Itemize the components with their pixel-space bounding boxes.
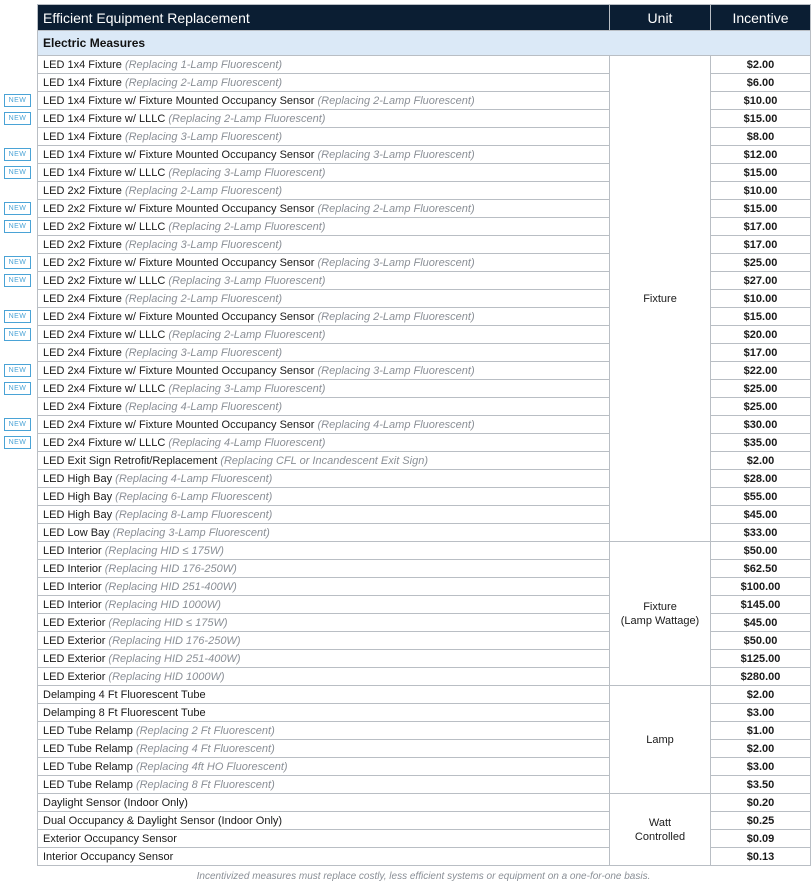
measure-name: LED 2x4 Fixture w/ Fixture Mounted Occupancy Sensor: [43, 364, 315, 377]
incentive-cell: $10.00: [711, 92, 811, 110]
measure-cell: [38, 722, 610, 740]
measure-cell: [38, 290, 610, 308]
measure-name: Delamping 4 Ft Fluorescent Tube: [43, 688, 206, 701]
measure-cell: [38, 578, 610, 596]
measure-note: (Replacing 3-Lamp Fluorescent): [168, 274, 326, 287]
incentive-cell: $2.00: [711, 56, 811, 74]
measure-name: LED 1x4 Fixture w/ LLLC: [43, 112, 166, 125]
incentive-cell: $45.00: [711, 614, 811, 632]
incentive-cell: $0.13: [711, 848, 811, 866]
measure-cell: [38, 272, 610, 290]
incentive-cell: $3.00: [711, 704, 811, 722]
measure-name: Daylight Sensor (Indoor Only): [43, 796, 188, 809]
incentive-cell: $27.00: [711, 272, 811, 290]
measure-cell: [38, 254, 610, 272]
new-badge: NEW: [4, 94, 31, 107]
measure-note: (Replacing CFL or Incandescent Exit Sign): [220, 454, 428, 467]
measure-name: LED 2x2 Fixture: [43, 184, 122, 197]
incentive-cell: $15.00: [711, 308, 811, 326]
new-badge: NEW: [4, 310, 31, 323]
incentive-cell: $15.00: [711, 200, 811, 218]
measure-note: (Replacing HID 176-250W): [104, 562, 237, 575]
measure-name: LED Exterior: [43, 670, 106, 683]
unit-label: (Lamp Wattage): [620, 614, 700, 627]
measure-cell: [38, 614, 610, 632]
incentive-cell: $62.50: [711, 560, 811, 578]
measure-note: (Replacing 3-Lamp Fluorescent): [124, 130, 283, 143]
measure-note: (Replacing 2-Lamp Fluorescent): [124, 292, 283, 305]
measure-name: LED Interior: [43, 580, 102, 593]
measure-name: LED 2x4 Fixture: [43, 346, 122, 359]
measure-note: (Replacing 3-Lamp Fluorescent): [168, 382, 326, 395]
measure-note: (Replacing 1-Lamp Fluorescent): [124, 58, 283, 71]
measure-cell: [38, 830, 610, 848]
unit-label: Controlled: [634, 830, 686, 843]
measure-name: LED Low Bay: [43, 526, 110, 539]
header-incentive: Incentive: [711, 5, 811, 31]
measure-note: (Replacing 4 Ft Fluorescent): [135, 742, 275, 755]
incentive-cell: $125.00: [711, 650, 811, 668]
new-badge: NEW: [4, 166, 31, 179]
measure-cell: [38, 308, 610, 326]
measure-note: (Replacing 3-Lamp Fluorescent): [317, 148, 475, 161]
measure-note: (Replacing 4-Lamp Fluorescent): [124, 400, 283, 413]
measure-cell: [38, 470, 610, 488]
measure-name: LED High Bay: [43, 508, 113, 521]
measure-name: LED Exterior: [43, 616, 106, 629]
measure-name: Dual Occupancy & Daylight Sensor (Indoor Only): [43, 814, 283, 827]
incentive-cell: $2.00: [711, 686, 811, 704]
new-badge: NEW: [4, 418, 31, 431]
incentive-cell: $17.00: [711, 236, 811, 254]
measure-cell: [38, 704, 610, 722]
measure-cell: [38, 146, 610, 164]
measure-name: LED 2x2 Fixture: [43, 238, 122, 251]
measure-name: LED Exit Sign Retrofit/Replacement: [43, 454, 218, 467]
measure-name: LED Tube Relamp: [43, 724, 133, 737]
measure-note: (Replacing 8 Ft Fluorescent): [135, 778, 275, 791]
unit-label: Watt: [648, 816, 672, 829]
section-row: [38, 31, 811, 56]
unit-cell: [610, 542, 711, 686]
new-badge: NEW: [4, 256, 31, 269]
measure-name: Exterior Occupancy Sensor: [43, 832, 177, 845]
measure-cell: [38, 488, 610, 506]
measure-cell: [38, 344, 610, 362]
measure-note: (Replacing 2-Lamp Fluorescent): [168, 112, 326, 125]
incentive-cell: $22.00: [711, 362, 811, 380]
measure-cell: [38, 164, 610, 182]
measure-note: (Replacing HID 1000W): [104, 598, 221, 611]
incentive-cell: $45.00: [711, 506, 811, 524]
measure-cell: [38, 92, 610, 110]
measure-cell: [38, 668, 610, 686]
measure-note: (Replacing 2-Lamp Fluorescent): [317, 310, 475, 323]
measure-name: LED High Bay: [43, 472, 113, 485]
incentive-cell: $25.00: [711, 254, 811, 272]
measure-cell: [38, 56, 610, 74]
measure-name: LED 2x4 Fixture w/ LLLC: [43, 328, 166, 341]
new-badge: NEW: [4, 382, 31, 395]
measure-note: (Replacing HID 251-400W): [104, 580, 237, 593]
incentive-cell: $10.00: [711, 290, 811, 308]
measure-cell: [38, 560, 610, 578]
incentive-cell: $50.00: [711, 542, 811, 560]
incentive-cell: $28.00: [711, 470, 811, 488]
incentive-cell: $0.25: [711, 812, 811, 830]
unit-label: Lamp: [646, 733, 674, 746]
measure-cell: [38, 416, 610, 434]
measure-name: LED Interior: [43, 544, 102, 557]
measure-note: (Replacing HID ≤ 175W): [108, 616, 228, 629]
measure-note: (Replacing 3-Lamp Fluorescent): [112, 526, 270, 539]
measure-name: LED Exterior: [43, 652, 106, 665]
incentive-cell: $6.00: [711, 74, 811, 92]
measure-note: (Replacing 3-Lamp Fluorescent): [124, 238, 283, 251]
measure-note: (Replacing 2-Lamp Fluorescent): [124, 184, 283, 197]
table-header-row: [38, 5, 811, 31]
measure-note: (Replacing 4ft HO Fluorescent): [135, 760, 288, 773]
measure-cell: [38, 650, 610, 668]
measure-name: LED Interior: [43, 562, 102, 575]
table-row: [38, 542, 811, 560]
new-badge: NEW: [4, 148, 31, 161]
measure-name: LED 1x4 Fixture w/ LLLC: [43, 166, 166, 179]
measure-name: LED 2x2 Fixture w/ LLLC: [43, 274, 166, 287]
measure-name: LED 2x4 Fixture: [43, 292, 122, 305]
incentive-cell: $17.00: [711, 218, 811, 236]
measure-cell: [38, 218, 610, 236]
unit-cell: [610, 794, 711, 866]
measure-cell: [38, 596, 610, 614]
measure-cell: [38, 812, 610, 830]
measure-cell: [38, 632, 610, 650]
incentive-cell: $20.00: [711, 326, 811, 344]
measure-cell: [38, 362, 610, 380]
measure-name: LED Tube Relamp: [43, 778, 133, 791]
measure-cell: [38, 74, 610, 92]
measure-name: LED Tube Relamp: [43, 742, 133, 755]
measure-name: LED Exterior: [43, 634, 106, 647]
measure-cell: [38, 776, 610, 794]
measure-cell: [38, 740, 610, 758]
incentive-cell: $145.00: [711, 596, 811, 614]
measure-name: LED 2x2 Fixture w/ Fixture Mounted Occupancy Sensor: [43, 256, 315, 269]
incentive-cell: $2.00: [711, 740, 811, 758]
header-measure: Efficient Equipment Replacement: [38, 5, 610, 31]
new-badge: NEW: [4, 202, 31, 215]
measure-note: (Replacing 2-Lamp Fluorescent): [168, 220, 326, 233]
measure-note: (Replacing HID 1000W): [108, 670, 225, 683]
measure-cell: [38, 434, 610, 452]
measure-note: (Replacing 8-Lamp Fluorescent): [115, 508, 273, 521]
measure-note: (Replacing 2-Lamp Fluorescent): [124, 76, 283, 89]
incentive-cell: $33.00: [711, 524, 811, 542]
incentive-cell: $30.00: [711, 416, 811, 434]
measure-cell: [38, 452, 610, 470]
new-badge: NEW: [4, 328, 31, 341]
measure-note: (Replacing 6-Lamp Fluorescent): [115, 490, 273, 503]
measure-name: LED 2x4 Fixture w/ Fixture Mounted Occupancy Sensor: [43, 418, 315, 431]
measure-cell: [38, 182, 610, 200]
measure-cell: [38, 398, 610, 416]
unit-label: Fixture: [643, 292, 677, 305]
measure-name: LED 2x4 Fixture w/ LLLC: [43, 382, 166, 395]
table-row: [38, 794, 811, 812]
measure-note: (Replacing 3-Lamp Fluorescent): [124, 346, 283, 359]
measure-cell: [38, 524, 610, 542]
table-row: [38, 686, 811, 704]
incentive-cell: $1.00: [711, 722, 811, 740]
measure-cell: [38, 848, 610, 866]
measure-cell: [38, 686, 610, 704]
table-row: [38, 56, 811, 74]
measure-note: (Replacing 3-Lamp Fluorescent): [317, 364, 475, 377]
measure-note: (Replacing HID ≤ 175W): [104, 544, 224, 557]
measure-name: LED 1x4 Fixture: [43, 130, 122, 143]
measure-note: (Replacing HID 176-250W): [108, 634, 241, 647]
measure-name: LED Tube Relamp: [43, 760, 133, 773]
measure-name: LED 1x4 Fixture w/ Fixture Mounted Occupancy Sensor: [43, 148, 315, 161]
incentive-cell: $2.00: [711, 452, 811, 470]
measure-note: (Replacing 4-Lamp Fluorescent): [115, 472, 273, 485]
new-badge: NEW: [4, 364, 31, 377]
measure-name: LED Interior: [43, 598, 102, 611]
incentive-cell: $100.00: [711, 578, 811, 596]
new-badge: NEW: [4, 436, 31, 449]
incentive-cell: $3.00: [711, 758, 811, 776]
measure-name: LED 1x4 Fixture: [43, 58, 122, 71]
measure-cell: [38, 758, 610, 776]
measure-name: Interior Occupancy Sensor: [43, 850, 174, 863]
incentive-cell: $15.00: [711, 164, 811, 182]
header-unit: Unit: [610, 5, 711, 31]
measure-name: LED 2x4 Fixture w/ Fixture Mounted Occupancy Sensor: [43, 310, 315, 323]
incentive-cell: $50.00: [711, 632, 811, 650]
unit-label: Fixture: [643, 600, 677, 613]
measure-name: Delamping 8 Ft Fluorescent Tube: [43, 706, 206, 719]
measure-cell: [38, 794, 610, 812]
incentive-table: [37, 4, 811, 866]
incentive-cell: $0.09: [711, 830, 811, 848]
measure-cell: [38, 542, 610, 560]
unit-cell: [610, 686, 711, 794]
measure-note: (Replacing HID 251-400W): [108, 652, 241, 665]
new-badge: NEW: [4, 220, 31, 233]
measure-note: (Replacing 2-Lamp Fluorescent): [168, 328, 326, 341]
measure-cell: [38, 110, 610, 128]
new-badge: NEW: [4, 112, 31, 125]
incentive-cell: $12.00: [711, 146, 811, 164]
incentive-cell: $10.00: [711, 182, 811, 200]
measure-note: (Replacing 2 Ft Fluorescent): [135, 724, 275, 737]
measure-name: LED 2x4 Fixture w/ LLLC: [43, 436, 166, 449]
incentive-cell: $8.00: [711, 128, 811, 146]
incentive-cell: $280.00: [711, 668, 811, 686]
incentive-cell: $25.00: [711, 380, 811, 398]
measure-note: (Replacing 2-Lamp Fluorescent): [317, 202, 475, 215]
measure-cell: [38, 506, 610, 524]
measure-name: LED High Bay: [43, 490, 113, 503]
incentive-cell: $17.00: [711, 344, 811, 362]
unit-cell: [610, 56, 711, 542]
measure-name: LED 1x4 Fixture: [43, 76, 122, 89]
measure-cell: [38, 380, 610, 398]
incentive-cell: $3.50: [711, 776, 811, 794]
measure-name: LED 2x2 Fixture w/ Fixture Mounted Occupancy Sensor: [43, 202, 315, 215]
section-title: Electric Measures: [38, 31, 811, 56]
measure-cell: [38, 236, 610, 254]
incentive-cell: $25.00: [711, 398, 811, 416]
measure-cell: [38, 326, 610, 344]
measure-note: (Replacing 3-Lamp Fluorescent): [317, 256, 475, 269]
measure-name: LED 2x4 Fixture: [43, 400, 122, 413]
incentive-cell: $55.00: [711, 488, 811, 506]
incentive-cell: $35.00: [711, 434, 811, 452]
measure-name: LED 1x4 Fixture w/ Fixture Mounted Occupancy Sensor: [43, 94, 315, 107]
measure-note: (Replacing 2-Lamp Fluorescent): [317, 94, 475, 107]
measure-note: (Replacing 4-Lamp Fluorescent): [317, 418, 475, 431]
measure-note: (Replacing 4-Lamp Fluorescent): [168, 436, 326, 449]
measure-note: (Replacing 3-Lamp Fluorescent): [168, 166, 326, 179]
incentive-cell: $0.20: [711, 794, 811, 812]
incentive-cell: $15.00: [711, 110, 811, 128]
measure-cell: [38, 200, 610, 218]
measure-cell: [38, 128, 610, 146]
new-badge: NEW: [4, 274, 31, 287]
footnote: Incentivized measures must replace costly, less efficient systems or equipment on a one-for-one basis.: [196, 871, 651, 882]
measure-name: LED 2x2 Fixture w/ LLLC: [43, 220, 166, 233]
